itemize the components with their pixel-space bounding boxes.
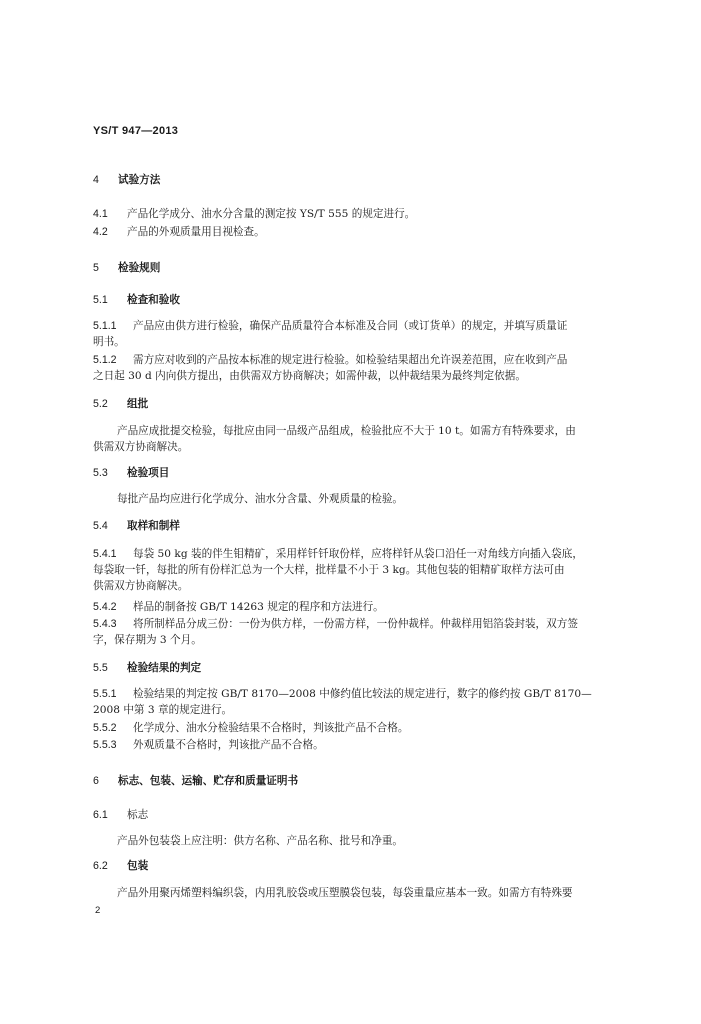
clause-number: 5.4.2 — [93, 601, 117, 613]
clause-text-line: 需方应对收到的产品按本标准的规定进行检验。如检验结果超出允许误差范围，应在收到产品 — [133, 354, 568, 366]
clause-5-1-2 — [93, 352, 613, 384]
section-number: 6 — [93, 775, 99, 787]
clause-text: 外观质量不合格时，判该批产品不合格。 — [133, 739, 324, 751]
section-number: 4 — [93, 174, 99, 186]
paragraph-line: 产品外用聚丙烯塑料编织袋，内用乳胶袋或压塑膜袋包装，每袋重量应基本一致。如需方有特殊要 — [117, 887, 573, 899]
clause-text-line: 字，保存期为 3 个月。 — [93, 634, 202, 646]
section-title: 取样和制样 — [127, 520, 180, 532]
paragraph-line: 供需双方协商解决。 — [93, 441, 189, 453]
section-number: 6.1 — [93, 809, 108, 821]
clause-text-line: 2008 中第 3 章的规定进行。 — [93, 704, 233, 716]
clause-5-5-3 — [93, 737, 613, 753]
section-5-1-heading — [93, 292, 613, 308]
clause-text: 样品的制备按 GB/T 14263 规定的程序和方法进行。 — [133, 601, 384, 613]
section-5-heading — [93, 260, 613, 276]
paragraph-line: 产品外包装袋上应注明：供方名称、产品名称、批号和净重。 — [117, 835, 404, 847]
clause-text-line: 每袋 50 kg 装的伴生钼精矿，采用样钎钎取份样，应将样钎从袋口沿任一对角线方向插入袋底， — [133, 548, 583, 560]
section-6-heading — [93, 773, 613, 789]
paragraph-6-2 — [93, 885, 613, 901]
section-title: 检查和验收 — [127, 294, 180, 306]
section-number: 6.2 — [93, 860, 108, 872]
clause-number: 4.1 — [93, 208, 108, 220]
clause-text: 化学成分、油水分检验结果不合格时，判该批产品不合格。 — [133, 722, 409, 734]
section-5-5-heading — [93, 660, 613, 676]
section-number: 5.1 — [93, 294, 108, 306]
section-title: 包装 — [127, 860, 149, 872]
section-6-1-heading — [93, 807, 613, 823]
clause-5-5-1 — [93, 686, 613, 718]
section-title: 标志 — [127, 809, 149, 821]
clause-text-line: 供需双方协商解决。 — [93, 580, 189, 592]
clause-text-line: 检验结果的判定按 GB/T 8170—2008 中修约值比较法的规定进行，数字的修约按 GB/T 8170— — [133, 688, 592, 700]
paragraph-5-3 — [93, 491, 613, 507]
clause-text: 产品的外观质量用目视检查。 — [127, 226, 265, 238]
clause-5-1-1 — [93, 318, 613, 350]
paragraph-line: 产品应成批提交检验，每批应由同一品级产品组成，检验批应不大于 10 t。如需方有特殊要求，由 — [117, 425, 576, 437]
clause-text-line: 将所制样品分成三份：一份为供方样，一份需方样，一份仲裁样。仲裁样用铝箔袋封装，双方签 — [133, 618, 578, 630]
clause-number: 5.1.1 — [93, 320, 117, 332]
clause-5-4-3 — [93, 616, 613, 648]
section-title: 检验结果的判定 — [127, 662, 202, 674]
section-title: 组批 — [127, 398, 149, 410]
section-title: 检验项目 — [127, 467, 170, 479]
clause-number: 5.4.1 — [93, 548, 117, 560]
section-title: 检验规则 — [118, 262, 161, 274]
clause-number: 5.5.3 — [93, 739, 117, 751]
clause-number: 5.4.3 — [93, 618, 117, 630]
section-number: 5.4 — [93, 520, 108, 532]
clause-5-4-2 — [93, 599, 613, 615]
clause-number: 5.1.2 — [93, 354, 117, 366]
clause-number: 4.2 — [93, 226, 108, 238]
section-number: 5 — [93, 262, 99, 274]
section-5-2-heading — [93, 396, 613, 412]
clause-5-5-2 — [93, 720, 613, 736]
clause-number: 5.5.1 — [93, 688, 117, 700]
clause-text-line: 产品应由供方进行检验，确保产品质量符合本标准及合同（或订货单）的规定，并填写质量证 — [133, 320, 568, 332]
section-4-heading — [93, 172, 613, 188]
clause-text-line: 每袋取一钎，每批的所有份样汇总为一个大样，批样量不小于 3 kg。其他包装的钼精矿取样方法可由 — [93, 564, 565, 576]
section-title: 试验方法 — [118, 174, 161, 186]
section-5-4-heading — [93, 518, 613, 534]
page-number: 2 — [95, 905, 101, 916]
section-number: 5.3 — [93, 467, 108, 479]
clause-4-2 — [93, 224, 613, 240]
clause-4-1 — [93, 206, 613, 222]
clause-text-line: 之日起 30 d 内向供方提出，由供需双方协商解决；如需仲裁，以仲裁结果为最终判定依据。 — [93, 370, 526, 382]
clause-5-4-1 — [93, 546, 613, 594]
clause-number: 5.5.2 — [93, 722, 117, 734]
section-number: 5.2 — [93, 398, 108, 410]
standard-code: YS/T 947—2013 — [93, 125, 179, 137]
paragraph-5-2 — [93, 423, 613, 455]
section-5-3-heading — [93, 465, 613, 481]
section-title: 标志、包装、运输、贮存和质量证明书 — [118, 775, 299, 787]
section-number: 5.5 — [93, 662, 108, 674]
paragraph-6-1 — [93, 833, 613, 849]
clause-text: 产品化学成分、油水分含量的测定按 YS/T 555 的规定进行。 — [127, 208, 416, 220]
paragraph-line: 每批产品均应进行化学成分、油水分含量、外观质量的检验。 — [117, 493, 404, 505]
section-6-2-heading — [93, 858, 613, 874]
clause-text-line: 明书。 — [93, 336, 125, 348]
